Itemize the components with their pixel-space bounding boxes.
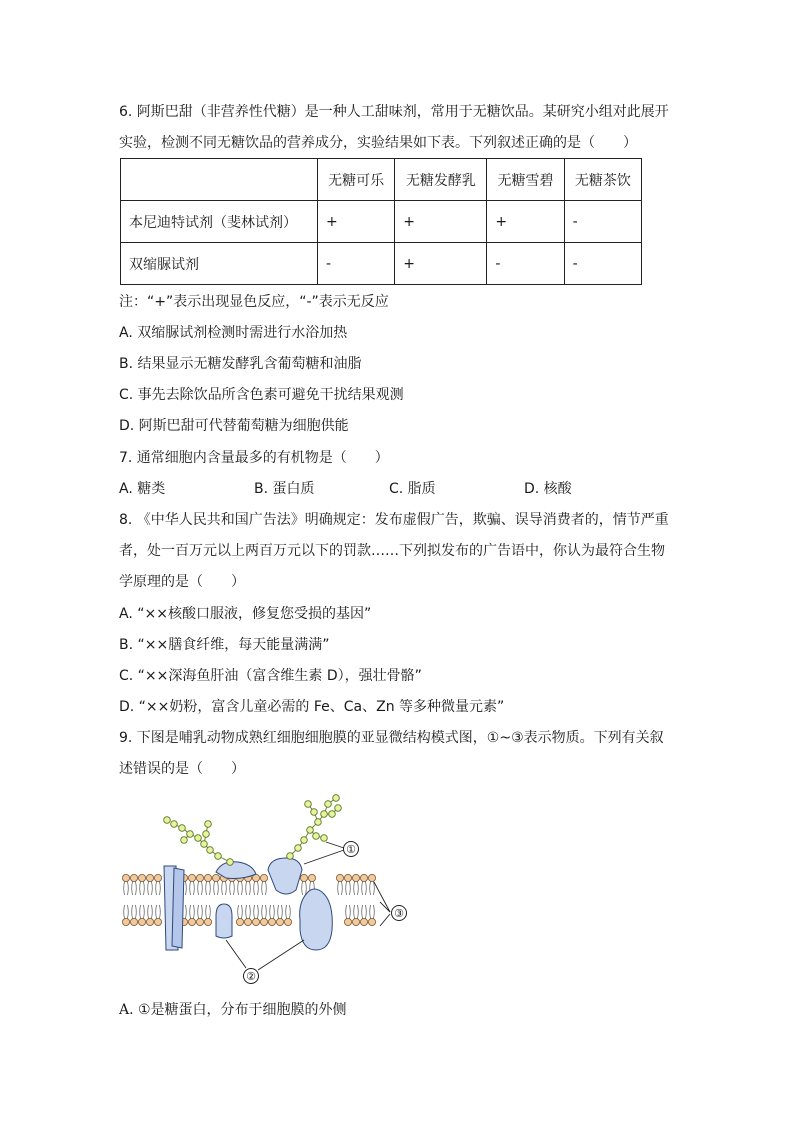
label-1 xyxy=(344,842,359,857)
table-cell: - xyxy=(487,243,564,285)
svg-text:②: ② xyxy=(246,970,256,983)
table-header-cell: 无糖雪碧 xyxy=(487,159,564,201)
q6-stem-line2: 实验，检测不同无糖饮品的营养成分，实验结果如下表。下列叙述正确的是（ ） xyxy=(119,135,637,151)
sugar-residues-right xyxy=(287,795,342,860)
q9-option-a: A. ①是糖蛋白，分布于细胞膜的外侧 xyxy=(119,1002,347,1018)
q6-option-c: C. 事先去除饮品所含色素可避免干扰结果观测 xyxy=(119,387,404,403)
q9-stem-line1: 9. 下图是哺乳动物成熟红细胞细胞膜的亚显微结构模式图，①~③表示物质。下列有关叙 xyxy=(119,730,664,746)
svg-text:①: ① xyxy=(346,843,356,856)
q8-stem-line3: 学原理的是（ ） xyxy=(119,574,245,590)
lipid-bilayer-inner-leaflet xyxy=(122,905,375,926)
cell-membrane-diagram xyxy=(118,790,418,990)
table-row xyxy=(121,243,642,285)
q6-option-b: B. 结果显示无糖发酵乳含葡萄糖和油脂 xyxy=(119,356,362,372)
q7-options xyxy=(119,479,659,499)
table-cell: + xyxy=(395,243,487,285)
q8-option-a: A. “××核酸口服液，修复您受损的基因” xyxy=(119,606,372,622)
table-row xyxy=(121,201,642,243)
table-cell: + xyxy=(395,201,487,243)
table-cell: + xyxy=(318,201,395,243)
q8-option-b: B. “××膳食纤维，每天能量满满” xyxy=(119,637,330,653)
label-2 xyxy=(244,969,259,984)
table-row-label: 双缩脲试剂 xyxy=(121,243,318,285)
q7-option-d: D. 核酸 xyxy=(524,481,572,497)
q6-stem-line1: 6. 阿斯巴甜（非营养性代糖）是一种人工甜味剂，常用于无糖饮品。某研究小组对此展开 xyxy=(119,104,669,120)
table-header-cell: 无糖发酵乳 xyxy=(395,159,487,201)
table-cell: - xyxy=(564,201,641,243)
q7-stem: 7. 通常细胞内含量最多的有机物是（ ） xyxy=(119,450,389,466)
q7-option-a: A. 糖类 xyxy=(119,481,166,497)
table-cell: - xyxy=(318,243,395,285)
table-cell: + xyxy=(487,201,564,243)
table-header-cell: 无糖茶饮 xyxy=(564,159,641,201)
q8-stem-line1: 8. 《中华人民共和国广告法》明确规定：发布虚假广告，欺骗、误导消费者的，情节严重 xyxy=(119,512,669,528)
q6-note: 注：“+”表示出现显色反应，“-”表示无反应 xyxy=(119,294,389,310)
q7-option-b: B. 蛋白质 xyxy=(254,481,315,497)
table-cell xyxy=(121,159,318,201)
table-row-label: 本尼迪特试剂（斐林试剂） xyxy=(121,201,318,243)
lipid-bilayer-outer-leaflet xyxy=(122,874,375,895)
q8-option-c: C. “××深海鱼肝油（富含维生素 D），强壮骨骼” xyxy=(119,668,422,684)
table-header-row xyxy=(121,159,642,201)
q6-results-table xyxy=(120,158,642,285)
large-transmembrane-protein xyxy=(300,889,333,950)
transmembrane-protein xyxy=(164,866,184,950)
embedded-protein xyxy=(216,904,232,938)
table-header-cell: 无糖可乐 xyxy=(318,159,395,201)
q7-option-c: C. 脂质 xyxy=(389,481,436,497)
table-cell: - xyxy=(564,243,641,285)
svg-text:③: ③ xyxy=(394,907,404,920)
q6-option-d: D. 阿斯巴甜可代替葡萄糖为细胞供能 xyxy=(119,418,349,434)
glycoprotein xyxy=(268,858,302,894)
q8-option-d: D. “××奶粉，富含儿童必需的 Fe、Ca、Zn 等多种微量元素” xyxy=(119,699,505,715)
q8-stem-line2: 者，处一百万元以上两百万元以下的罚款……下列拟发布的广告语中，你认为最符合生物 xyxy=(119,543,665,559)
peripheral-protein xyxy=(216,862,256,879)
label-3 xyxy=(392,906,407,921)
q6-option-a: A. 双缩脲试剂检测时需进行水浴加热 xyxy=(119,325,348,341)
q9-stem-line2: 述错误的是（ ） xyxy=(119,761,245,777)
